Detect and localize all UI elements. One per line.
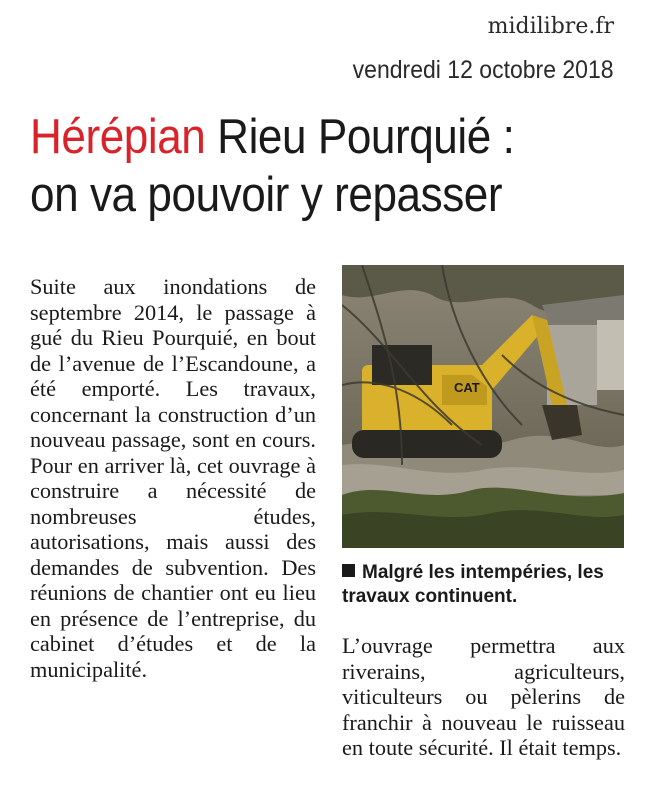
article-left-column [30,274,316,682]
cat-logo-text: CAT [454,380,480,395]
photo-caption [342,561,627,609]
caption-text: Malgré les intempéries, les travaux continuent. [342,562,604,607]
excavator-photo-illustration [342,265,624,548]
article-photo [342,265,624,548]
publication-date: vendredi 12 octobre 2018 [353,56,614,84]
source-site: midilibre.fr [487,14,614,39]
article-body-left: Suite aux inondations de septembre 2014, le passage à gué du Rieu Pourquié, en bout de l’avenue de l’Escandoune, a été emporté. Les travaux, concernant la construction d’un nouveau passage, sont en cours. Pour en arriver là, cet ouvrage à construire a nécessité de nombreuses études, autorisations, mais aussi des demandes de subvention. Des réunions de chantier ont eu lieu en présence de l’entreprise, du cabinet d’études et de la municipalité. [30,274,316,682]
headline [30,108,570,224]
article-right-column [342,633,625,761]
headline-title-part2: on va pouvoir y repasser [30,168,503,222]
headline-title-part1: Rieu Pourquié : [205,110,515,164]
caption-bullet-icon [342,564,355,577]
article-body-right: L’ouvrage permettra aux riverains, agriculteurs, viticulteurs ou pèlerins de franchir à nouveau le ruisseau en toute sécurité. Il était temps. [342,633,625,760]
headline-town: Hérépian [30,110,206,164]
